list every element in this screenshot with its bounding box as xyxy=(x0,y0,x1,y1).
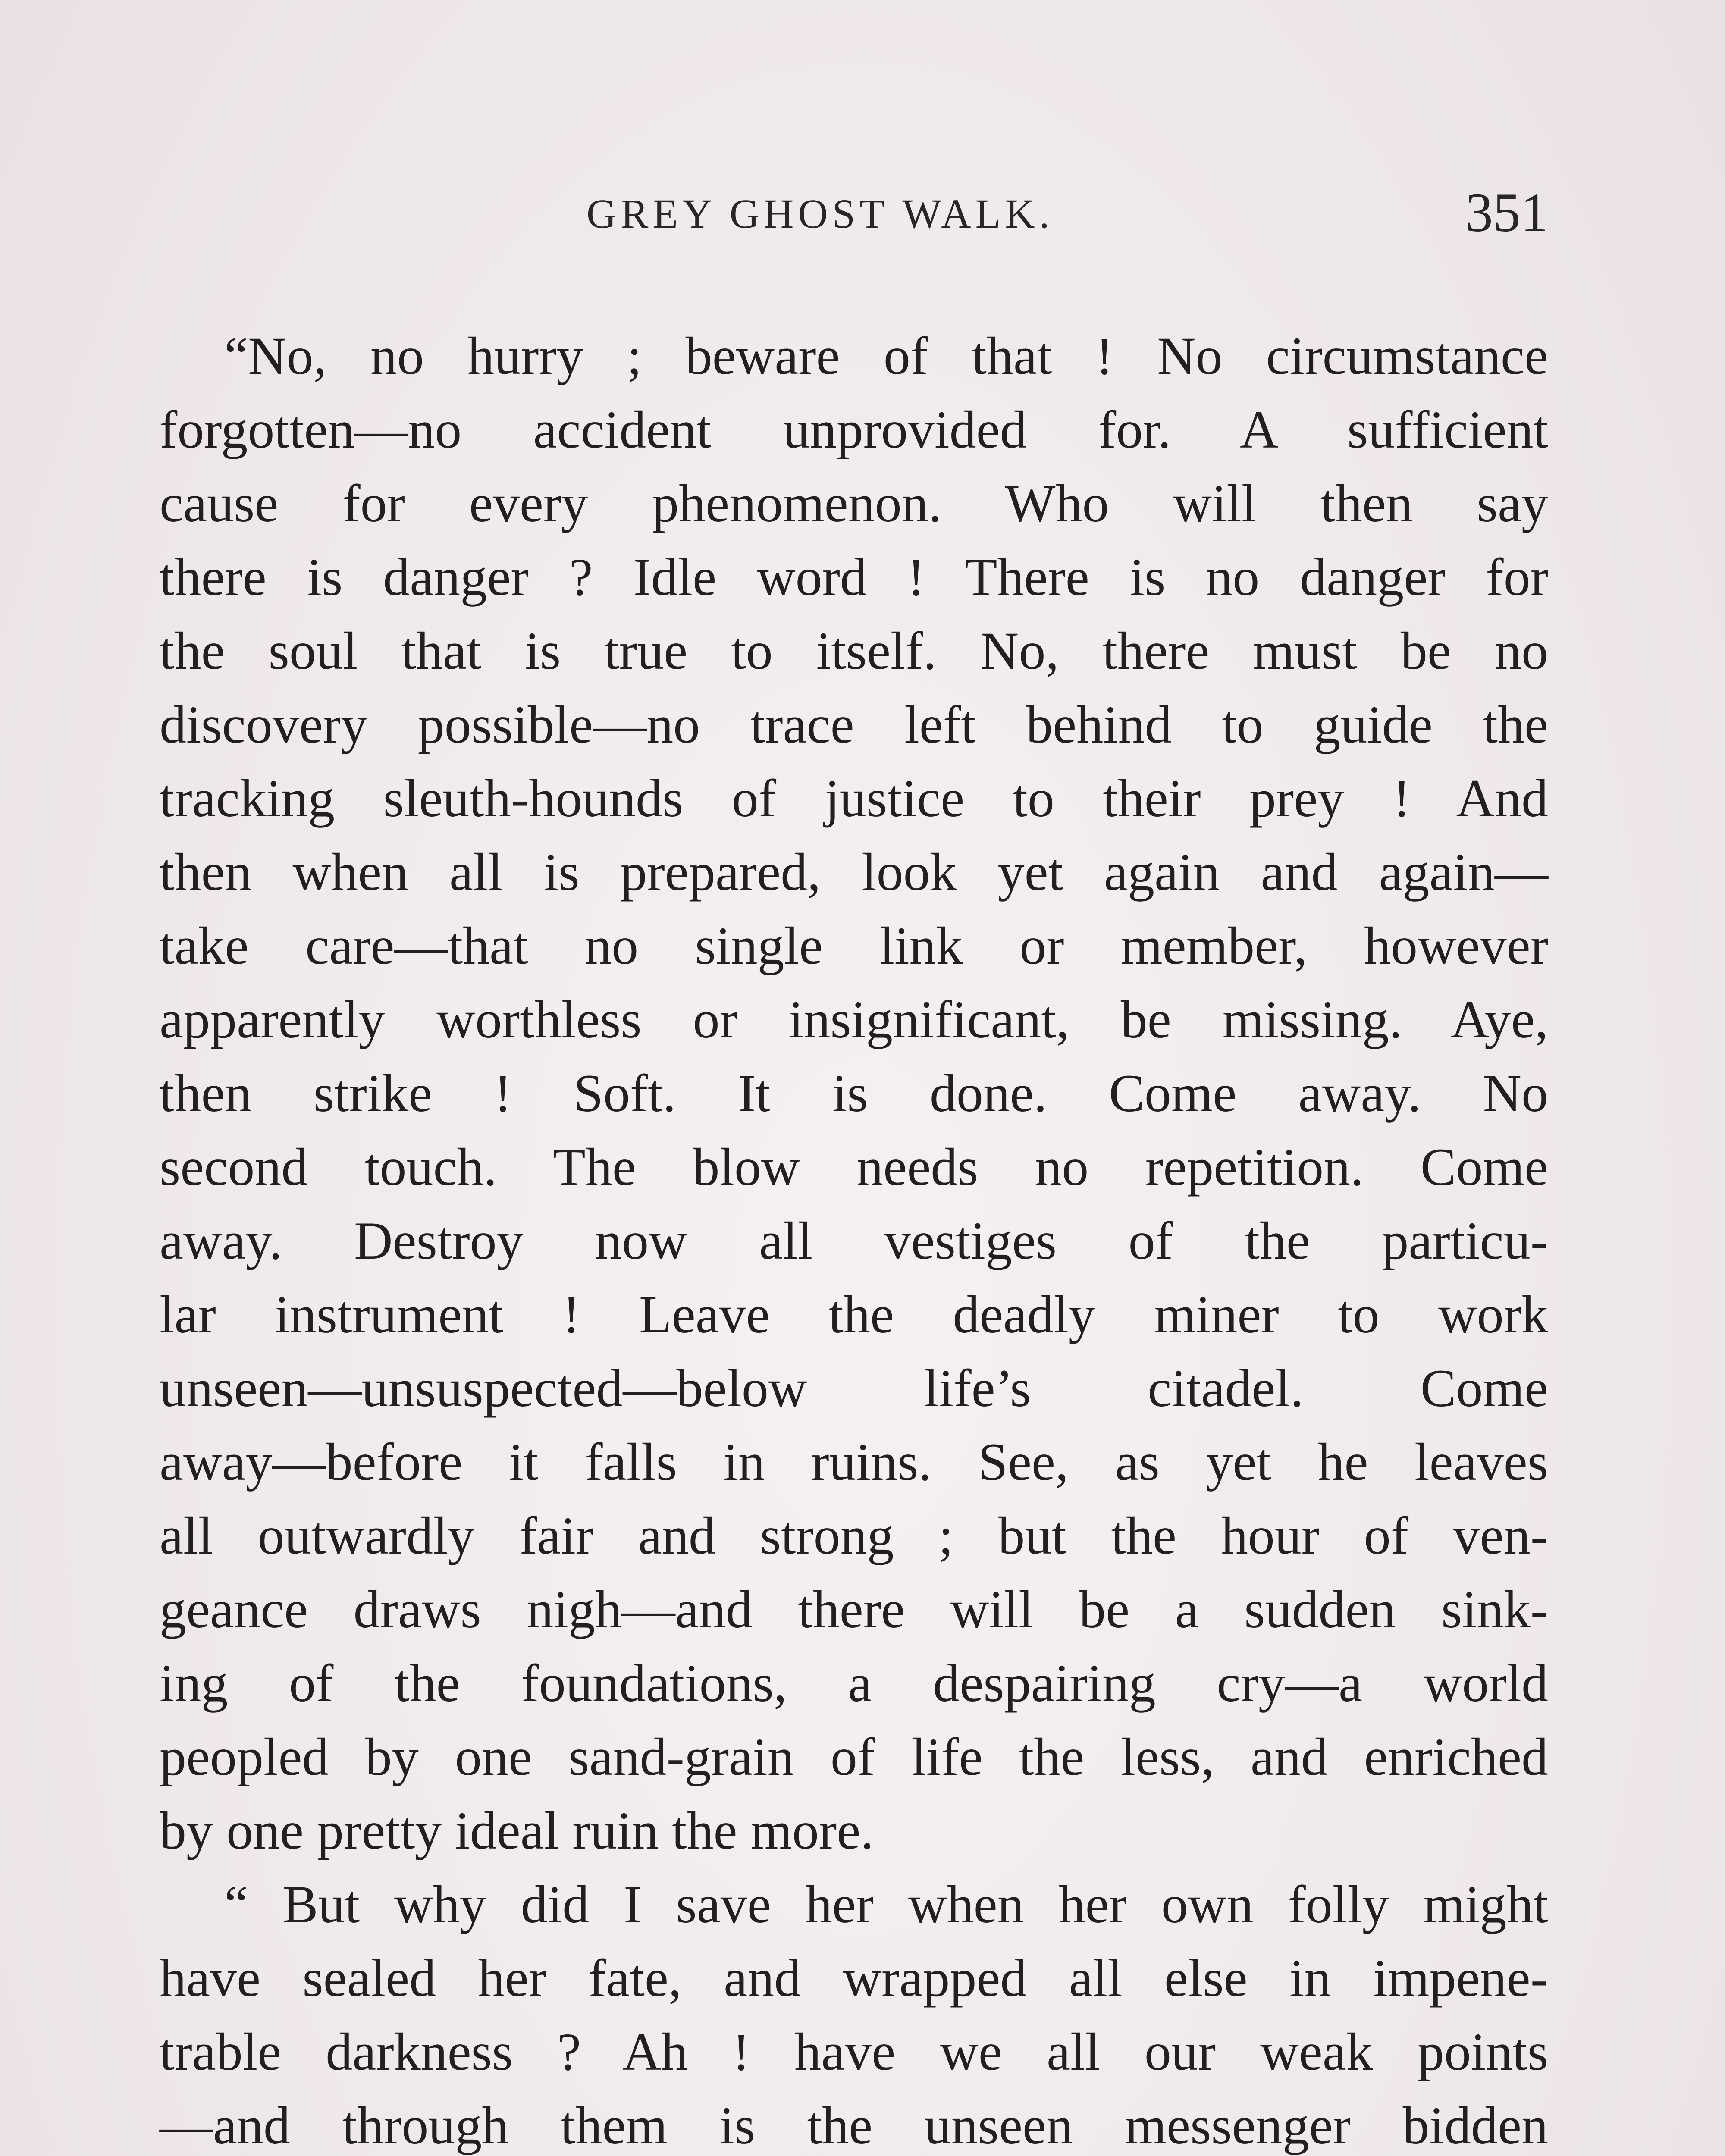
text-line: forgotten—no accident unprovided for. A sufficient xyxy=(160,400,1548,459)
text-line: geance draws nigh—and there will be a sudden sink- xyxy=(160,1580,1548,1639)
running-title: GREY GHOST WALK. xyxy=(586,191,1054,237)
text-line: there is danger ? Idle word ! There is no danger for xyxy=(160,548,1548,607)
text-line: the soul that is true to itself. No, there must be no xyxy=(160,621,1548,680)
text-line: discovery possible—no trace left behind to guide the xyxy=(160,695,1548,754)
text-line: away—before it falls in ruins. See, as yet he leaves xyxy=(160,1432,1548,1492)
text-line: lar instrument ! Leave the deadly miner to work xyxy=(160,1285,1548,1344)
body-text xyxy=(160,319,1548,2156)
running-head xyxy=(155,181,1548,250)
text-line: peopled by one sand-grain of life the less, and enriched xyxy=(160,1727,1548,1786)
text-line: take care—that no single link or member, however xyxy=(160,916,1548,975)
text-line: unseen—unsuspected—below life’s citadel. Come xyxy=(160,1359,1548,1418)
text-line-paragraph-end: by one pretty ideal ruin the more. xyxy=(160,1801,874,1860)
text-line: have sealed her fate, and wrapped all else in impene- xyxy=(160,1949,1548,2008)
text-line: ing of the foundations, a despairing cry—a world xyxy=(160,1654,1548,1713)
text-line: —and through them is the unseen messenger bidden xyxy=(160,2096,1548,2155)
text-line: all outwardly fair and strong ; but the hour of ven- xyxy=(160,1506,1548,1565)
text-line: away. Destroy now all vestiges of the particu- xyxy=(160,1211,1548,1270)
text-line: “ But why did I save her when her own folly might xyxy=(224,1875,1548,1934)
text-line: then strike ! Soft. It is done. Come away. No xyxy=(160,1064,1548,1123)
text-line: “No, no hurry ; beware of that ! No circumstance xyxy=(224,326,1548,385)
text-line: tracking sleuth-hounds of justice to their prey ! And xyxy=(160,769,1548,828)
page-number: 351 xyxy=(1465,182,1548,243)
text-line: trable darkness ? Ah ! have we all our weak points xyxy=(160,2022,1548,2081)
text-line: then when all is prepared, look yet again and again— xyxy=(160,843,1548,902)
text-line: apparently worthless or insignificant, be missing. Aye, xyxy=(160,990,1548,1049)
text-line: cause for every phenomenon. Who will then say xyxy=(160,474,1548,533)
text-line: second touch. The blow needs no repetition. Come xyxy=(160,1138,1548,1197)
